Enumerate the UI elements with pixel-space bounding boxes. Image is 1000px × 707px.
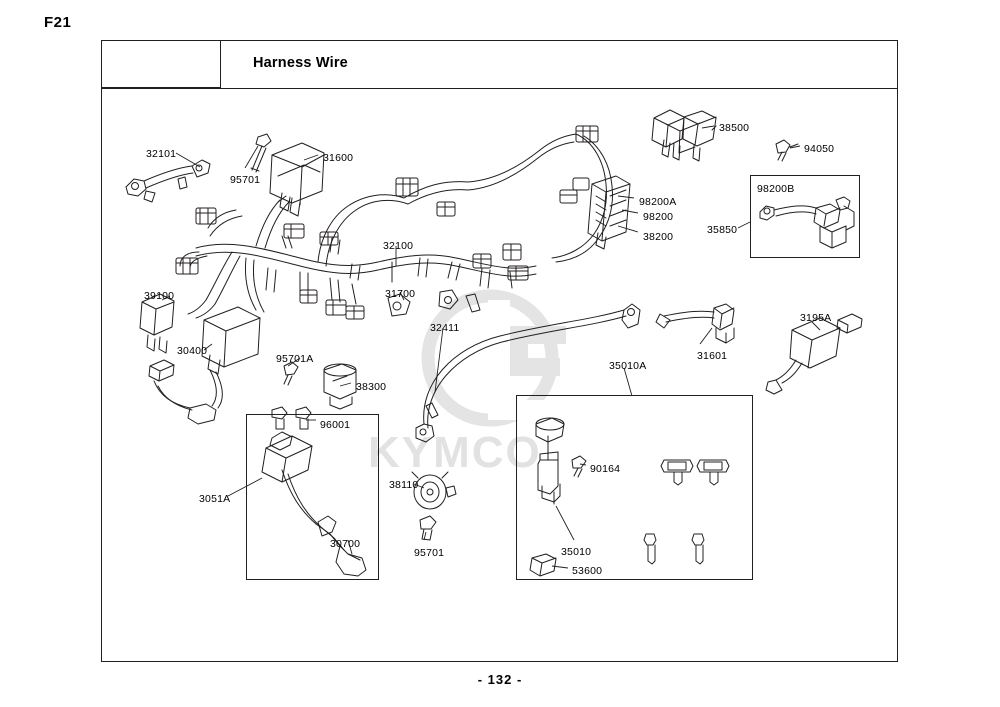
part-label-38200: 38200	[643, 231, 674, 243]
watermark-text: KYMCO	[368, 428, 542, 477]
part-label-96001: 96001	[320, 419, 351, 431]
part-label-90164: 90164	[590, 463, 621, 475]
part-label-98200B: 98200B	[757, 183, 795, 195]
part-label-98200: 98200	[643, 211, 674, 223]
part-label-35010: 35010	[561, 546, 592, 558]
section-code-box	[101, 40, 221, 88]
page-title: Harness Wire	[253, 55, 348, 71]
part-label-35010A: 35010A	[609, 360, 647, 372]
part-label-98200A: 98200A	[639, 196, 677, 208]
part-label-94050: 94050	[804, 143, 835, 155]
part-label-3195A: 3195A	[800, 312, 832, 324]
diagram-frame	[101, 40, 898, 662]
header-divider	[101, 88, 898, 89]
part-label-32101: 32101	[146, 148, 177, 160]
part-label-31700: 31700	[385, 288, 416, 300]
page-number: - 132 -	[477, 672, 523, 687]
part-label-38110: 38110	[389, 479, 419, 491]
part-label-35850: 35850	[707, 224, 738, 236]
part-label-38300: 38300	[356, 381, 387, 393]
part-label-31601: 31601	[697, 350, 728, 362]
part-label-39100: 39100	[144, 290, 175, 302]
part-label-3051A: 3051A	[199, 493, 231, 505]
box-3051A	[246, 414, 379, 580]
part-label-32100: 32100	[383, 240, 414, 252]
part-label-30700: 30700	[330, 538, 361, 550]
section-code: F21	[44, 14, 72, 31]
part-label-95701: 95701	[230, 174, 261, 186]
part-label-38500: 38500	[719, 122, 750, 134]
part-label-30400: 30400	[177, 345, 208, 357]
part-label-31600: 31600	[323, 152, 354, 164]
part-label-32411: 32411	[430, 322, 460, 334]
box-35010A	[516, 395, 753, 580]
part-label-53600: 53600	[572, 565, 603, 577]
part-label-95701A: 95701A	[276, 353, 314, 365]
part-label-95701-b: 95701	[414, 547, 445, 559]
